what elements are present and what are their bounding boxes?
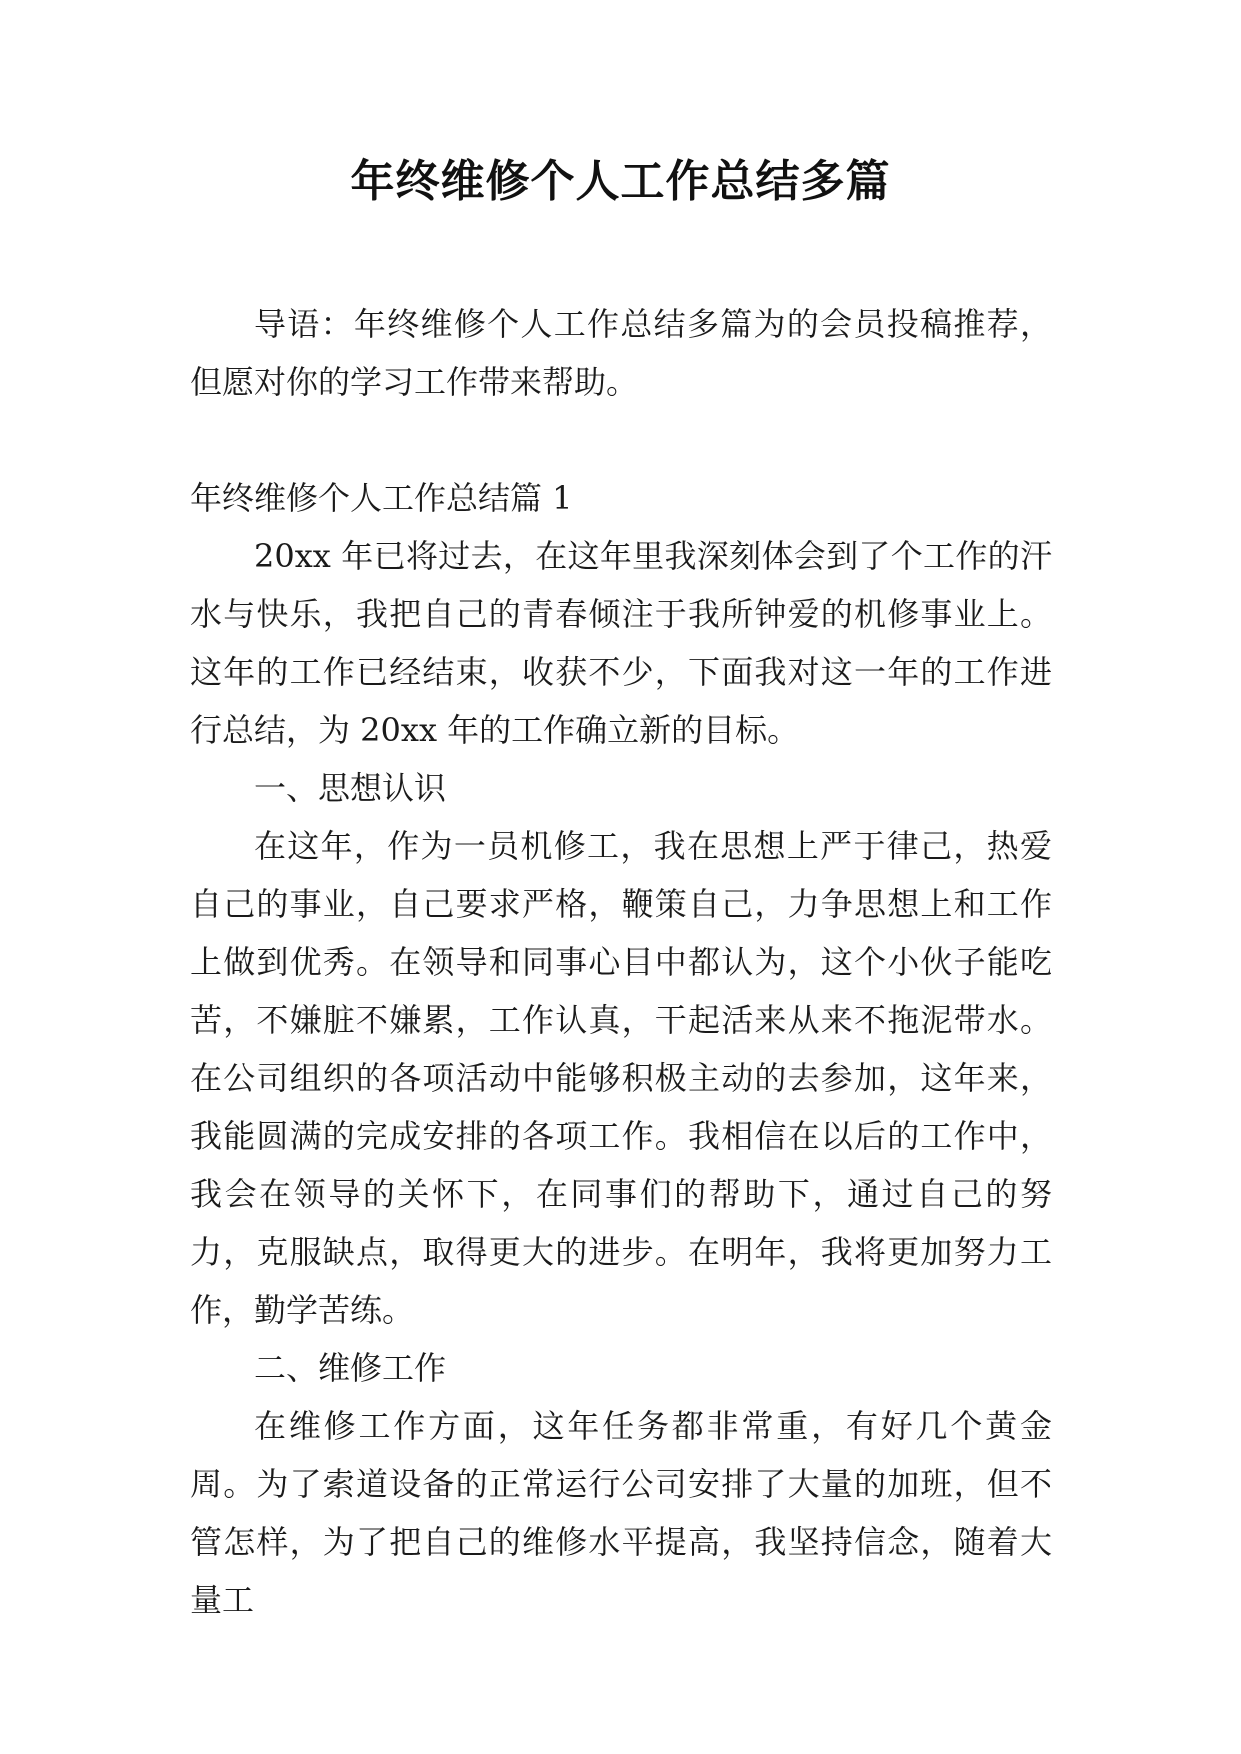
intro-paragraph: 导语：年终维修个人工作总结多篇为的会员投稿推荐，但愿对你的学习工作带来帮助。 — [190, 305, 1052, 401]
paragraph-3: 在维修工作方面，这年任务都非常重，有好几个黄金周。为了索道设备的正常运行公司安排了大量的加班，但不管怎样，为了把自己的维修水平提高，我坚持信念，随着大量工 — [190, 1407, 1052, 1619]
document-title: 年终维修个人工作总结多篇 — [350, 156, 891, 207]
section-heading-1: 一、思想认识 — [254, 769, 447, 807]
spacer — [190, 411, 1052, 469]
section-heading-2: 二、维修工作 — [254, 1349, 447, 1387]
paragraph-2: 在这年，作为一员机修工，我在思想上严于律己，热爱自己的事业，自己要求严格，鞭策自己，力争思想上和工作上做到优秀。在领导和同事心目中都认为，这个小伙子能吃苦，不嫌脏不嫌累，工作认真，干起活来从来不拖泥带水。在公司组织的各项活动中能够积极主动的去参加，这年来，我能圆满的完成安排的各项工作。我相信在以后的工作中，我会在领导的关怀下，在同事们的帮助下，通过自己的努力，克服缺点，取得更大的进步。在明年，我将更加努力工作，勤学苦练。 — [190, 827, 1052, 1329]
paragraph-1: 20xx 年已将过去，在这年里我深刻体会到了个工作的汗水与快乐，我把自己的青春倾注于我所钟爱的机修事业上。这年的工作已经结束，收获不少，下面我对这一年的工作进行总结，为 20xx 年的工作确立新的目标。 — [190, 537, 1052, 749]
article-heading: 年终维修个人工作总结篇 1 — [190, 479, 573, 517]
document-body — [190, 295, 1052, 1629]
